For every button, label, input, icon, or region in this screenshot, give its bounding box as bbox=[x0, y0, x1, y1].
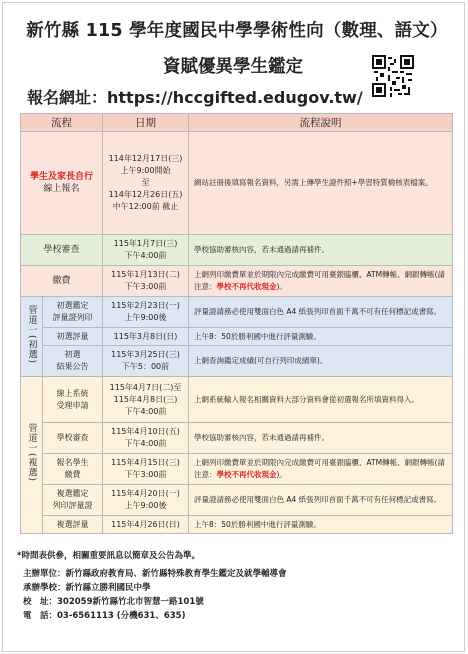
process-line: 初選 bbox=[64, 350, 81, 359]
date-line: 115年2月23日(一) bbox=[111, 301, 180, 310]
date-cell bbox=[103, 423, 189, 454]
date-line: 下午3:00前 bbox=[124, 282, 167, 291]
table-header-row bbox=[21, 114, 453, 132]
header-description: 流程說明 bbox=[189, 114, 453, 132]
footer-info bbox=[17, 549, 287, 623]
stage-cell-primary bbox=[21, 297, 43, 377]
footer-note: *時間表供參，相關重要訊息以簡章及公告為準。 bbox=[17, 551, 200, 561]
table-row bbox=[21, 485, 453, 516]
table-row bbox=[21, 297, 453, 328]
date-line: 115年4月7日(二)至 bbox=[109, 382, 182, 392]
description-cell: 網站註冊後填寫報名資料，另需上傳學生證件照+學習特質檢核表檔案。 bbox=[189, 132, 453, 235]
stage-label: 管道一(複選) bbox=[26, 423, 37, 483]
date-line: 上午9:00開始 bbox=[120, 166, 171, 175]
date-line: 中午12:00前 截止 bbox=[112, 202, 179, 211]
date-cell bbox=[103, 346, 189, 377]
description-cell: 上午8：50於勝利國中進行評量測驗。 bbox=[189, 516, 453, 534]
date-cell bbox=[103, 266, 189, 297]
date-cell bbox=[103, 454, 189, 485]
description-cell: 上網系統輸入報名相關資料大部分資料會從初選報名所填資料得入。 bbox=[189, 377, 453, 423]
description-tail: )。 bbox=[276, 282, 287, 291]
process-cell: 學校審查 bbox=[43, 423, 103, 454]
process-cell bbox=[21, 132, 103, 235]
warning-text: 學校不再代收現金 bbox=[216, 470, 277, 479]
date-cell: 115年4月26日(日) bbox=[103, 516, 189, 534]
date-line: 至 bbox=[141, 178, 150, 187]
registration-url-link[interactable]: https://hccgifted.edugov.tw/ bbox=[107, 88, 363, 107]
table-row bbox=[21, 377, 453, 423]
process-cell: 初選評量 bbox=[43, 328, 103, 346]
date-line: 115年4月8日(三) bbox=[113, 394, 178, 404]
process-line: 初選鑑定 bbox=[56, 301, 89, 310]
date-line: 115年4月15日(三) bbox=[111, 458, 180, 467]
process-cell: 繳費 bbox=[21, 266, 103, 297]
description-cell: 評量證請務必使用雙面白色 A4 紙張列印首面千萬不可有任何標記或書寫。 bbox=[189, 485, 453, 516]
process-line: 繳費 bbox=[64, 470, 81, 479]
host-school-line: 承辦學校：新竹縣立勝利國民中學 bbox=[23, 583, 151, 593]
date-line: 下午4:00前 bbox=[124, 439, 167, 448]
date-line: 115年1月13日(二) bbox=[111, 270, 180, 279]
process-line: 結果公告 bbox=[56, 362, 89, 371]
process-line: 複選鑑定 bbox=[56, 489, 89, 498]
table-row bbox=[21, 132, 453, 235]
warning-text: 學校不再代收現金 bbox=[216, 282, 277, 291]
table-row bbox=[21, 516, 453, 534]
qr-code-icon[interactable] bbox=[372, 55, 414, 97]
date-cell bbox=[103, 377, 189, 423]
date-line: 上午9:00後 bbox=[124, 501, 167, 510]
phone-line: 電 話：03-6561113 (分機631、635) bbox=[23, 611, 186, 621]
date-line: 下午4:00前 bbox=[124, 251, 167, 260]
flyer-page bbox=[2, 2, 465, 652]
date-cell bbox=[103, 485, 189, 516]
description-tail: )。 bbox=[276, 470, 287, 479]
table-row bbox=[21, 266, 453, 297]
date-line: 115年4月10日(五) bbox=[111, 427, 180, 436]
description-cell bbox=[189, 454, 453, 485]
date-line: 114年12月17日(三) bbox=[108, 154, 183, 163]
schedule-table bbox=[20, 113, 453, 534]
date-line: 下午4:00前 bbox=[124, 406, 167, 416]
date-line: 115年3月25日(三) bbox=[111, 350, 180, 359]
description-cell: 學校協助審核內容，若未通過請再補件。 bbox=[189, 423, 453, 454]
table-row bbox=[21, 454, 453, 485]
table-row bbox=[21, 328, 453, 346]
registration-url-row bbox=[27, 85, 363, 108]
date-line: 下午5：00前 bbox=[121, 362, 170, 371]
organizer-line: 主辦單位：新竹縣政府教育局、新竹縣特殊教育學生鑑定及就學輔導會 bbox=[23, 569, 287, 579]
description-cell: 上午8：50於勝利國中進行評量測驗。 bbox=[189, 328, 453, 346]
process-label-highlight: 學生及家長自行 bbox=[29, 172, 93, 182]
url-label: 報名網址： bbox=[27, 88, 108, 107]
date-line: 115年4月20日(一) bbox=[111, 489, 180, 498]
date-line: 114年12月26日(五) bbox=[108, 190, 183, 199]
process-cell bbox=[43, 377, 103, 423]
date-cell bbox=[103, 297, 189, 328]
process-line: 評量證列印 bbox=[52, 313, 93, 322]
process-line: 受理申請 bbox=[56, 400, 89, 410]
process-cell bbox=[43, 297, 103, 328]
date-cell bbox=[103, 132, 189, 235]
description-text: 上網列印繳費單並於期限內完成繳費可用臺銀臨櫃、ATM轉帳、網銀轉帳(請注意： bbox=[194, 270, 446, 291]
date-cell: 115年3月8日(日) bbox=[103, 328, 189, 346]
description-cell: 學校協助審核內容，若未通過請再補件。 bbox=[189, 235, 453, 266]
process-cell bbox=[43, 485, 103, 516]
stage-cell-secondary bbox=[21, 377, 43, 534]
process-cell bbox=[43, 454, 103, 485]
page-title: 新竹縣 115 學年度國民中學學術性向（數理、語文） bbox=[26, 21, 448, 41]
table-row bbox=[21, 235, 453, 266]
header-process: 流程 bbox=[21, 114, 103, 132]
description-cell bbox=[189, 266, 453, 297]
description-cell: 評量證請務必使用雙面白色 A4 紙張列印首面千萬不可有任何標記或書寫。 bbox=[189, 297, 453, 328]
description-text: 上網列印繳費單並於期限內完成繳費可用臺銀臨櫃、ATM轉帳、網銀轉帳(請注意： bbox=[194, 458, 446, 479]
table-row bbox=[21, 423, 453, 454]
process-line: 列印評量證 bbox=[52, 501, 93, 510]
table-row bbox=[21, 346, 453, 377]
header-date: 日期 bbox=[103, 114, 189, 132]
process-cell: 學校審查 bbox=[21, 235, 103, 266]
date-line: 上午9:00後 bbox=[124, 313, 167, 322]
date-line: 下午3:00前 bbox=[124, 470, 167, 479]
date-cell bbox=[103, 235, 189, 266]
address-line: 校 址：302059新竹縣竹北市智慧一路101號 bbox=[23, 597, 204, 607]
process-cell bbox=[43, 346, 103, 377]
process-label: 線上報名 bbox=[43, 184, 80, 194]
stage-label: 管道一(初選) bbox=[26, 304, 37, 365]
page-subtitle: 資賦優異學生鑑定 bbox=[163, 57, 303, 77]
description-cell: 上網查詢鑑定成績(可自行列印成績單)。 bbox=[189, 346, 453, 377]
process-line: 報名學生 bbox=[56, 458, 89, 467]
process-line: 線上系統 bbox=[56, 388, 89, 398]
process-cell: 複選評量 bbox=[43, 516, 103, 534]
date-line: 115年1月7日(三) bbox=[113, 239, 178, 248]
